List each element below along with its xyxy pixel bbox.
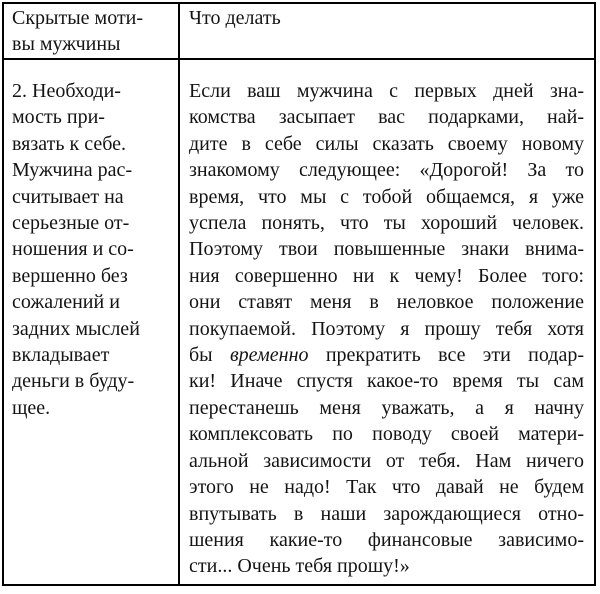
text-line: комства засыпает вас подарками, най- <box>189 106 584 129</box>
text-line: считывает на <box>12 185 124 208</box>
text-line: Мужчина рас- <box>12 159 133 182</box>
text-line: задних мыслей <box>12 317 140 340</box>
text-line: вкладывает <box>12 344 110 367</box>
text-line: дите в себе силы сказать своему новому <box>189 132 584 155</box>
text-line: вершенно без <box>12 264 128 287</box>
body-cell-motive-text <box>4 60 180 584</box>
text-line: время, что мы с тобой общаемся, я уже <box>189 185 584 208</box>
text-line: щее. <box>12 396 51 419</box>
text-line: знакомому следующее: «Дорогой! За то <box>189 159 584 182</box>
text-line: комплексовать по поводу своей матери- <box>189 423 584 446</box>
text-line: сти... Очень тебя прошу!» <box>189 555 410 578</box>
text-line: этого не надо! Так что давай не будем <box>189 476 584 499</box>
text-line: перестанешь меня уважать, а я начну <box>189 396 584 419</box>
text-line: Что делать <box>189 7 281 29</box>
text-line: Если ваш мужчина с первых дней зна- <box>189 80 584 102</box>
text-line: они ставят меня в неловкое положение <box>189 291 584 314</box>
text-line: шения какие-то финансовые зависимо- <box>189 528 584 551</box>
text-line: мость при- <box>12 106 105 129</box>
text-line: успела понять, что ты хороший человек. <box>189 212 584 235</box>
text-line: бы временно прекратить все эти подар- <box>189 344 584 367</box>
motives-table <box>2 2 596 586</box>
header-cell-what-to-do <box>180 4 594 58</box>
text-line: впутывать в наши зарождающиеся отно- <box>189 502 584 525</box>
text-line: Скрытые моти- <box>12 7 144 29</box>
table-body-row <box>4 60 594 584</box>
text-line: 2. Необходи- <box>12 80 121 102</box>
table-header-row <box>4 4 594 60</box>
text-line: ния совершенно ни к чему! Более того: <box>189 264 584 287</box>
text-line: серьезные от- <box>12 212 130 235</box>
text-line: Поэтому твои повышенные знаки внима- <box>189 238 584 261</box>
text-line: альной зависимости от тебя. Нам ничего <box>189 449 584 472</box>
body-cell-advice-text <box>180 60 594 584</box>
text-line: ки! Иначе спустя какое-то время ты сам <box>189 370 584 393</box>
header-cell-hidden-motives <box>4 4 180 58</box>
text-line: вы мужчины <box>12 33 121 56</box>
italic-emphasis: временно <box>229 344 309 367</box>
text-line: деньги в буду- <box>12 370 135 393</box>
text-line: ношения и со- <box>12 238 134 261</box>
text-line: сожалений и <box>12 291 120 314</box>
text-line: вязать к себе. <box>12 132 127 155</box>
text-line: покупаемой. Поэтому я прошу тебя хотя <box>189 317 584 340</box>
